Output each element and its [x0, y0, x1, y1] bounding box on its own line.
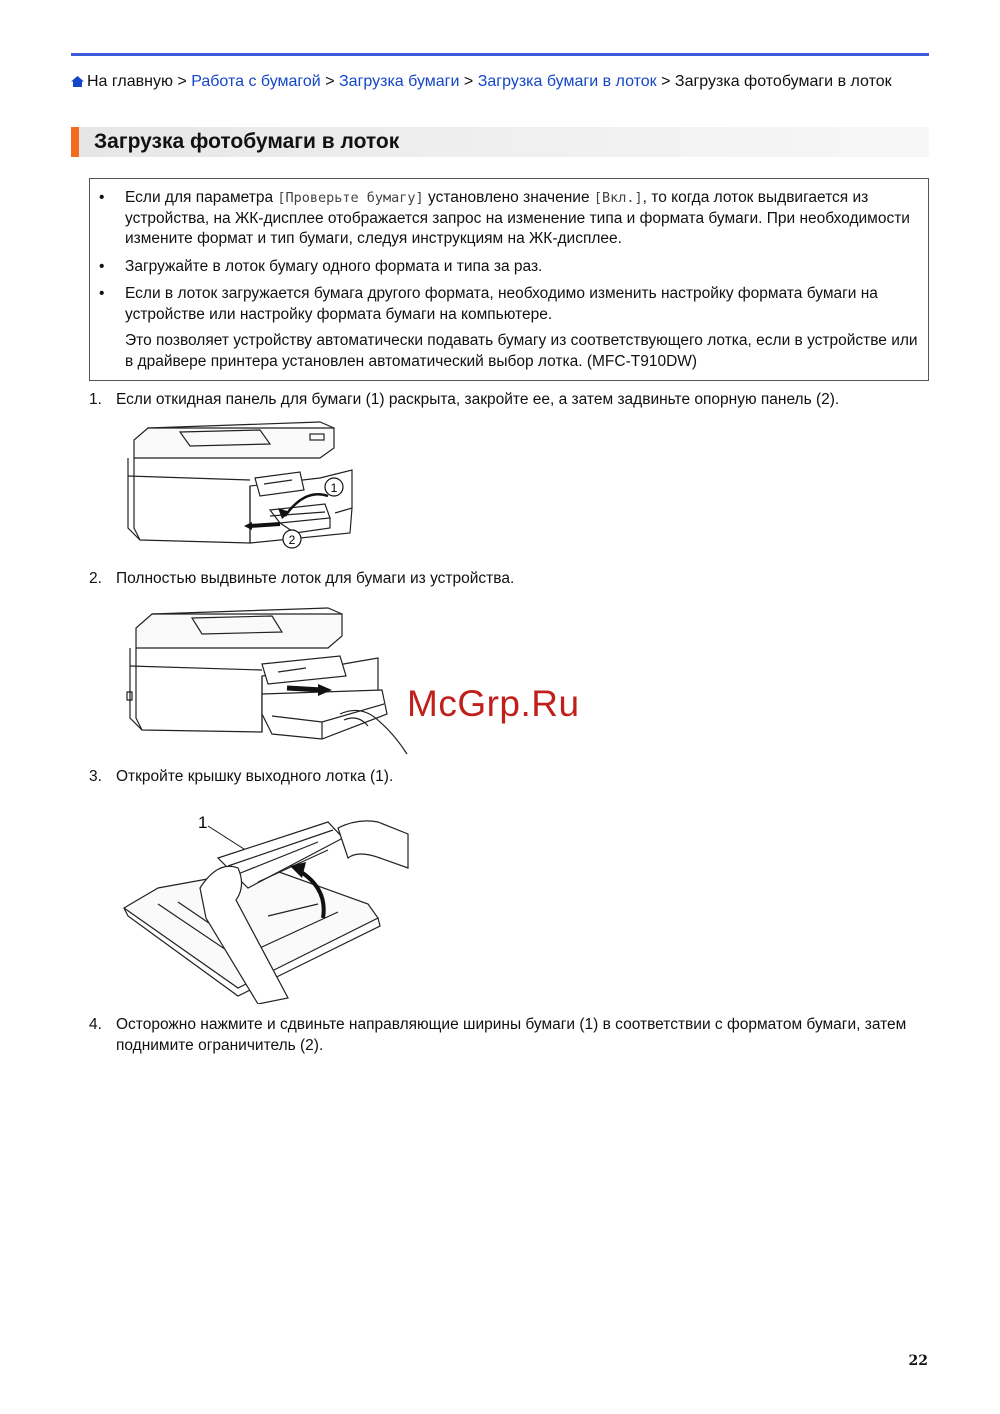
page-number: 22 — [908, 1353, 928, 1369]
breadcrumb-link-load-paper[interactable]: Загрузка бумаги — [339, 73, 460, 90]
note-item — [90, 257, 928, 278]
step-number: 1. — [89, 391, 102, 408]
note-subtext: Это позволяет устройству автоматически подавать бумагу из соответствующего лотка, если в устройстве или в драйвере принтера установлен автоматический выбор лотка. (MFC-T910DW) — [125, 332, 918, 370]
title-accent — [71, 127, 79, 157]
step-2 — [89, 568, 929, 589]
breadcrumb-link-load-paper-tray[interactable]: Загрузка бумаги в лоток — [477, 73, 657, 90]
callout-label: 1 — [330, 481, 338, 495]
step-number: 4. — [89, 1016, 102, 1033]
setting-value: [Вкл.] — [593, 190, 643, 206]
note-box — [89, 178, 929, 381]
step-1 — [89, 389, 929, 410]
step-4 — [89, 1014, 929, 1056]
printer-close-flap-illustration — [120, 418, 365, 553]
page-title: Загрузка фотобумаги в лоток — [94, 130, 400, 153]
step-text: Осторожно нажмите и сдвиньте направляющие ширины бумаги (1) в соответствии с форматом бумаги, затем поднимите ограничитель (2). — [116, 1016, 907, 1054]
breadcrumb-link-paper-handling[interactable]: Работа с бумагой — [191, 73, 321, 90]
step-text: Откройте крышку выходного лотка (1). — [116, 768, 394, 785]
breadcrumb-home-link[interactable]: На главную — [87, 73, 173, 90]
breadcrumb-separator: > — [325, 73, 335, 90]
printer-pull-tray-illustration — [122, 604, 412, 756]
note-text: Загружайте в лоток бумагу одного формата и типа за раз. — [125, 257, 543, 275]
breadcrumb-separator: > — [463, 73, 474, 90]
breadcrumb-separator: > — [661, 73, 671, 90]
bullet: • — [99, 257, 105, 275]
step-text: Полностью выдвиньте лоток для бумаги из устройства. — [116, 570, 515, 587]
note-item — [90, 284, 928, 372]
bullet: • — [99, 285, 105, 302]
note-text: , то когда лоток выдвигается из устройства, на ЖК-дисплее отображается запрос на изменение типа и формата бумаги. При необходимости измените формат и тип бумаги, следуя инструкциям на ЖК-дисплее. — [125, 189, 910, 247]
note-text: Если для параметра — [125, 189, 274, 206]
step-number: 2. — [89, 570, 102, 587]
setting-name: [Проверьте бумагу] — [277, 190, 424, 206]
step-number: 3. — [89, 768, 102, 785]
callout-label: 1 — [198, 813, 208, 832]
breadcrumb-separator: > — [177, 73, 187, 90]
step-3 — [89, 766, 929, 787]
note-text: Если в лоток загружается бумага другого формата, необходимо изменить настройку формата бумаги на устройстве или настройку формата бумаги на компьютере. — [125, 285, 878, 323]
home-icon[interactable] — [71, 76, 84, 87]
watermark: McGrp.Ru — [407, 683, 580, 724]
note-list — [90, 188, 928, 379]
step-text: Если откидная панель для бумаги (1) раскрыта, закройте ее, а затем задвиньте опорную панель (2). — [116, 391, 840, 408]
callout-label: 2 — [288, 533, 296, 547]
note-text: установлено значение — [428, 189, 590, 206]
breadcrumb — [71, 71, 931, 92]
page-title-bar — [71, 127, 929, 157]
note-item — [90, 188, 928, 250]
header-rule — [71, 53, 929, 56]
breadcrumb-current: Загрузка фотобумаги в лоток — [674, 73, 892, 90]
bullet: • — [99, 189, 105, 206]
tray-open-cover-illustration — [118, 808, 410, 1004]
